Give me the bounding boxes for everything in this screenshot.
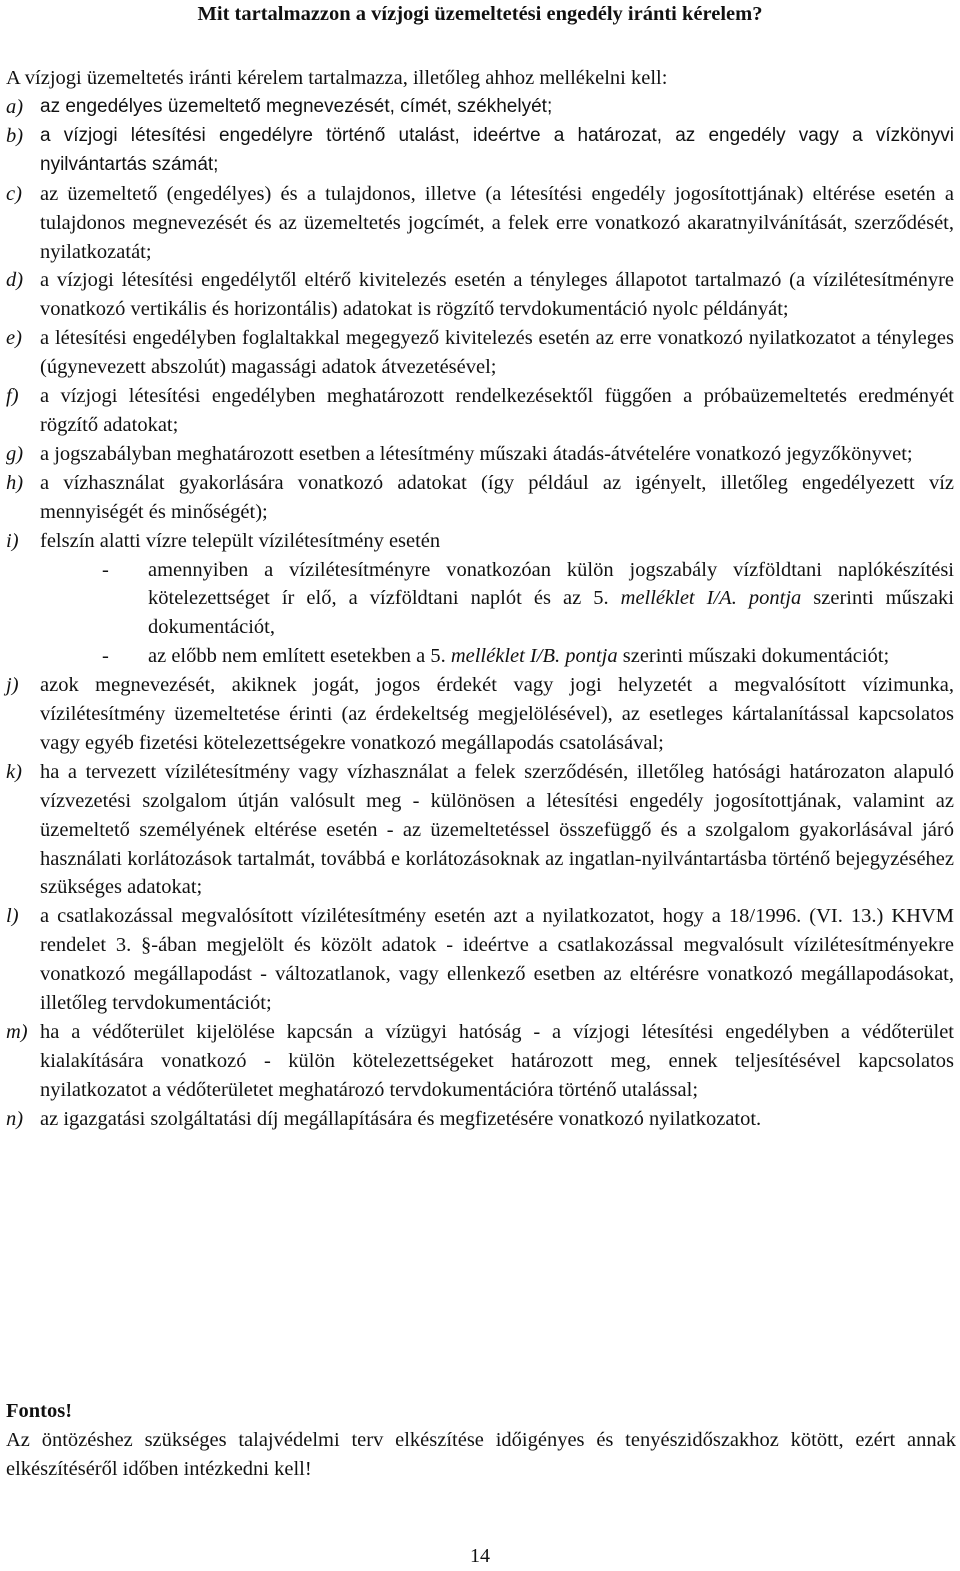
sub-item-text: az előbb nem említett esetekben a 5. melléklet I/B. pontja szerinti műszaki dokumentációt;	[148, 645, 890, 668]
item-label: j)	[6, 674, 19, 697]
item-label: c)	[6, 182, 22, 205]
item-label: m)	[6, 1021, 28, 1043]
intro-text: A vízjogi üzemeltetés iránti kérelem tartalmazza, illetőleg ahhoz mellékelni kell:	[6, 67, 668, 89]
sub-list-item	[102, 642, 956, 671]
list-item	[6, 382, 956, 440]
sub-item-dash: -	[102, 558, 109, 581]
item-text: azok megnevezését, akiknek jogát, jogos érdekét vagy jogi helyzetét a megvalósított vízimunka, vízilétesítmény üzemeltetése érinti (az érdekeltség megjelölésével), az esetleges kártalanítással kapcsolatos vagy egyéb fizetési kötelezettségekre vonatkozó megállapodás csatolásával;	[40, 674, 954, 754]
list-item	[6, 527, 956, 556]
list-item	[6, 93, 956, 122]
item-label: a)	[6, 96, 24, 118]
list-item	[6, 440, 956, 469]
item-label: d)	[6, 269, 24, 292]
sub-list-item	[102, 556, 956, 643]
item-text: a vízjogi létesítési engedélyben meghatározott rendelkezésektől függően a próbaüzemeltetés eredményét rögzítő adatokat;	[40, 385, 954, 436]
sub-item-dash: -	[102, 645, 109, 668]
item-label: i)	[6, 529, 19, 552]
list-item	[6, 671, 956, 758]
item-text: az üzemeltető (engedélyes) és a tulajdonos, illetve (a létesítési engedély jogosítottjának) eltérése esetén a tulajdonos megnevezését és az üzemeltetés jogcímét, a felek erre vonatkozó akaratnyilvánítását, szerződését, nyilatkozatát;	[40, 182, 954, 263]
item-label: f)	[6, 385, 19, 408]
list-item	[6, 758, 956, 903]
list-item	[6, 469, 956, 527]
list-item	[6, 266, 956, 324]
page-number: 14	[470, 1545, 490, 1567]
item-text: az igazgatási szolgáltatási díj megállapítására és megfizetésére vonatkozó nyilatkozatot.	[40, 1107, 762, 1130]
list-item	[6, 180, 956, 267]
item-text: a vízjogi létesítési engedélytől eltérő kivitelezés esetén a tényleges állapotot tartalmazó (a vízilétesítményre vonatkozó vertikális és horizontális) adatokat is rögzítő tervdokumentáció nyolc példányát;	[40, 269, 954, 321]
item-label: l)	[6, 905, 19, 928]
item-text: a vízhasználat gyakorlására vonatkozó adatokat (így például az igényelt, illetőleg engedélyezett víz mennyiségét és minőségét);	[40, 471, 954, 523]
item-text: a vízjogi létesítési engedélyre történő utalást, ideértve a határozat, az engedély vagy a vízkönyvi nyilvántartás számát;	[40, 124, 954, 175]
item-text: ha a tervezett vízilétesítmény vagy vízhasználat a felek szerződésén, illetőleg hatósági határozaton alapuló vízvezetési szolgalom útján valósult meg - különösen a létesítési engedély jogosítottjának, valamint az üzemeltető személyének eltérése esetén - az üzemeltetéssel összefüggő és a szolgalom gyakorlásával járó használati korlátozások tartalmát, továbbá e korlátozásoknak az ingatlan-nyilvántartásba történő bejegyzéséhez szükséges adatokat;	[40, 760, 954, 899]
important-note-text: Az öntözéshez szükséges talajvédelmi terv elkészítése időigényes és tenyészidőszakhoz kötött, ezért annak elkészítéséről időben intézkedni kell!	[6, 1428, 956, 1480]
item-label: h)	[6, 471, 24, 494]
list-item	[6, 122, 956, 180]
important-note	[6, 1397, 956, 1484]
item-text: a csatlakozással megvalósított vízilétesítmény esetén azt a nyilatkozatot, hogy a 18/1996. (VI. 13.) KHVM rendelet 3. §-ában megjelölt és közölt adatok - ideértve a csatlakozással megvalósult vízilétesítményekre vonatkozó megállapodást - változatlanok, vagy ellenkező esetben az eltérésre vonatkozó megállapodásokat, illetőleg tervdokumentációt;	[40, 905, 954, 1015]
important-note-title: Fontos!	[6, 1400, 73, 1422]
item-text: felszín alatti vízre települt vízilétesítmény esetén	[40, 529, 441, 552]
item-text: a létesítési engedélyben foglaltakkal megegyező kivitelezés esetén az erre vonatkozó nyilatkozatot a tényleges (úgynevezett abszolút) magassági adatok átvezetésével;	[40, 327, 954, 379]
sub-item-text: amennyiben a vízilétesítményre vonatkozóan külön jogszabály vízföldtani naplókészítési kötelezettséget ír elő, a vízföldtani naplót és az 5. melléklet I/A. pontja szerinti műszaki dokumentációt,	[148, 558, 954, 639]
item-text: az engedélyes üzemeltető megnevezését, címét, székhelyét;	[40, 96, 553, 117]
item-label: k)	[6, 760, 22, 783]
list-item	[6, 324, 956, 382]
requirements-list	[6, 93, 956, 1134]
item-label: e)	[6, 327, 22, 350]
list-item	[6, 1105, 956, 1134]
item-text: a jogszabályban meghatározott esetben a létesítmény műszaki átadás-átvételére vonatkozó jegyzőkönyvet;	[40, 442, 913, 465]
item-label: b)	[6, 124, 24, 147]
item-label: n)	[6, 1107, 24, 1130]
item-text: ha a védőterület kijelölése kapcsán a vízügyi hatóság - a vízjogi létesítési engedélyben a védőterület kialakítására vonatkozó - külön kötelezettségeket határozott meg, ennek teljesítésével kapcsolatos nyilatkozatot a védőterületet meghatározó tervdokumentációra történő utalással;	[40, 1021, 954, 1101]
list-item	[6, 1018, 956, 1105]
list-item	[6, 902, 956, 1018]
page-title: Mit tartalmazzon a vízjogi üzemeltetési engedély iránti kérelem?	[197, 3, 763, 25]
item-label: g)	[6, 442, 24, 465]
